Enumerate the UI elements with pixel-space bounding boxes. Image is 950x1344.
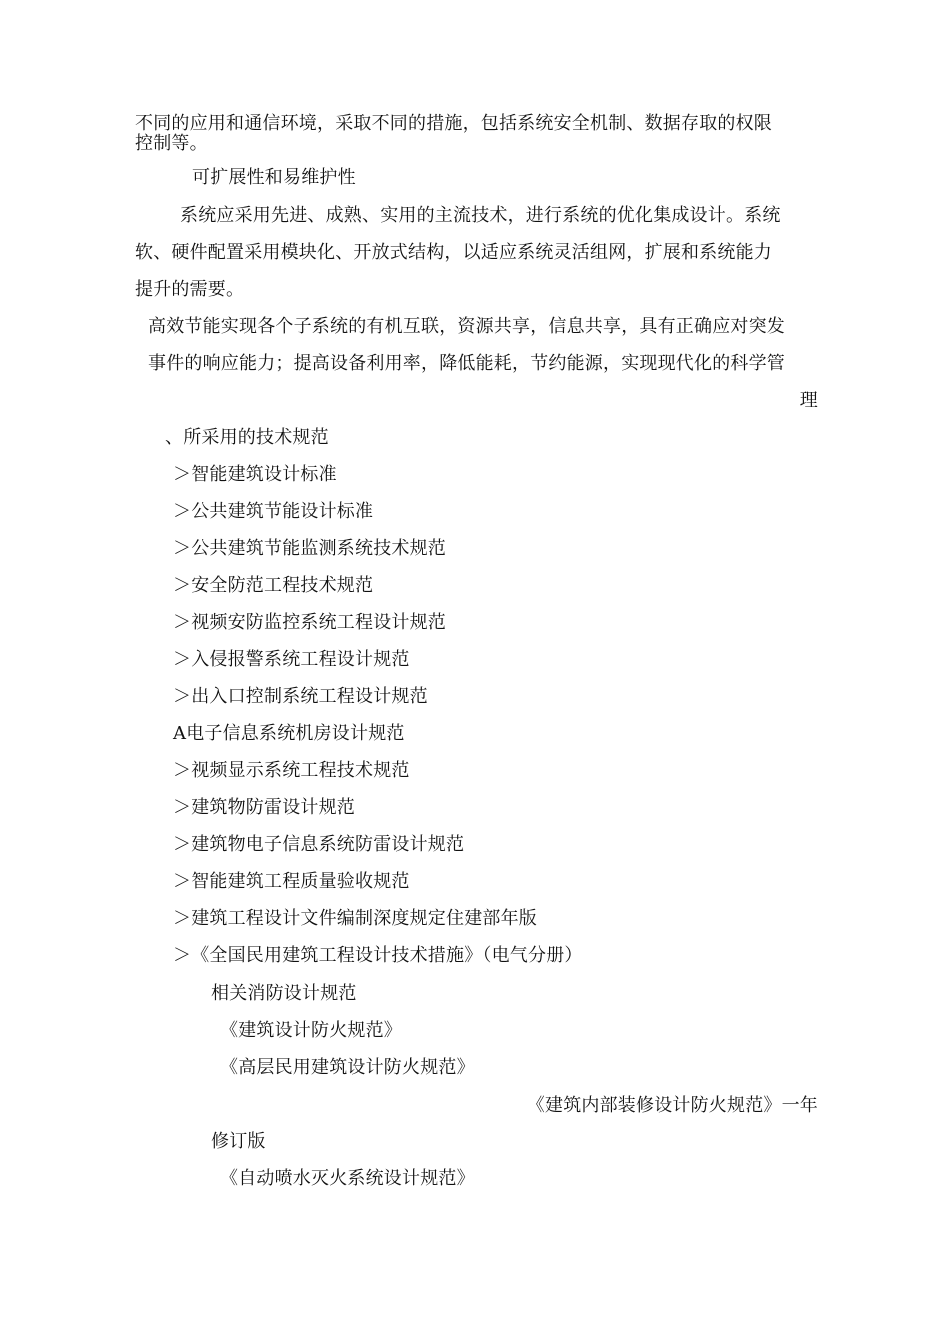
list-item: 《建筑设计防火规范》 xyxy=(220,1020,402,1041)
list-item-continuation: 修订版 xyxy=(211,1131,266,1152)
list-item: ＞入侵报警系统工程设计规范 xyxy=(173,649,410,670)
list-item: 《自动喷水灭火系统设计规范》 xyxy=(220,1168,475,1189)
paragraph-line: 不同的应用和通信环境，采取不同的措施，包括系统安全机制、数据存取的权限 xyxy=(135,113,772,134)
list-item: ＞出入口控制系统工程设计规范 xyxy=(173,686,428,707)
subsection-heading: 相关消防设计规范 xyxy=(211,983,357,1004)
list-item: ＞智能建筑设计标准 xyxy=(173,464,337,485)
subsection-heading: 可扩展性和易维护性 xyxy=(192,167,356,188)
paragraph-line: 提升的需要。 xyxy=(135,279,245,300)
list-item: ＞建筑物电子信息系统防雷设计规范 xyxy=(173,834,465,855)
paragraph-line: 系统应采用先进、成熟、实用的主流技术，进行系统的优化集成设计。系统 xyxy=(180,205,781,226)
section-heading: 、所采用的技术规范 xyxy=(165,427,329,448)
paragraph-line: 软、硬件配置采用模块化、开放式结构，以适应系统灵活组网，扩展和系统能力 xyxy=(135,242,772,263)
list-item: ＞智能建筑工程质量验收规范 xyxy=(173,871,410,892)
list-item: ＞视频安防监控系统工程设计规范 xyxy=(173,612,446,633)
list-item: ＞公共建筑节能监测系统技术规范 xyxy=(173,538,446,559)
list-item: ＞建筑物防雷设计规范 xyxy=(173,797,355,818)
list-item: ＞公共建筑节能设计标准 xyxy=(173,501,374,522)
list-item: ＞安全防范工程技术规范 xyxy=(173,575,374,596)
list-item: 《高层民用建筑设计防火规范》 xyxy=(220,1057,475,1078)
list-item: ＞《全国民用建筑工程设计技术措施》（电气分册） xyxy=(173,945,583,966)
list-item: ＞视频显示系统工程技术规范 xyxy=(173,760,410,781)
list-item: A电子信息系统机房设计规范 xyxy=(173,723,405,744)
paragraph-line: 事件的响应能力；提高设备利用率，降低能耗，节约能源，实现现代化的科学管 xyxy=(148,353,785,374)
list-item: ＞建筑工程设计文件编制深度规定住建部年版 xyxy=(173,908,537,929)
paragraph-line: 控制等。 xyxy=(135,133,208,154)
paragraph-line: 理 xyxy=(799,390,818,411)
list-item: 《建筑内部装修设计防火规范》一年 xyxy=(526,1095,818,1116)
paragraph-line: 高效节能实现各个子系统的有机互联，资源共享，信息共享，具有正确应对突发 xyxy=(148,316,785,337)
